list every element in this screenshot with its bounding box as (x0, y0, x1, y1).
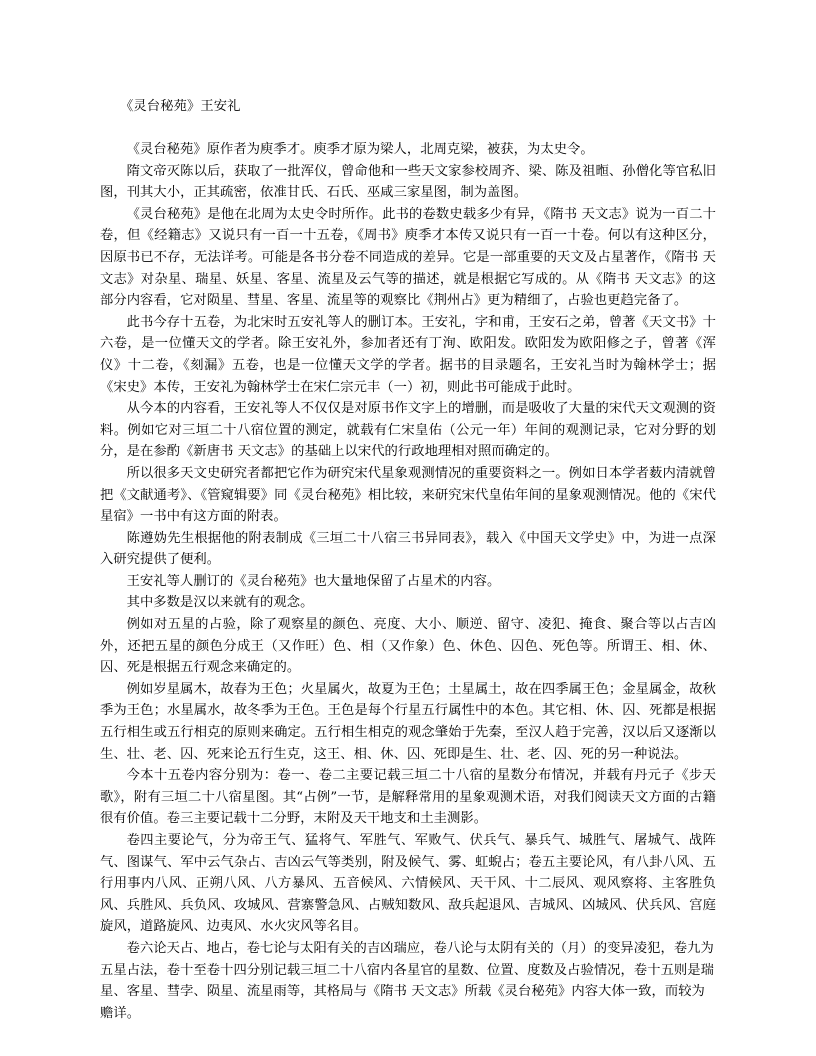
paragraph: 其中多数是汉以来就有的观念。 (126, 595, 314, 611)
paragraph: 隋文帝灭陈以后，获取了一批浑仪，曾命他和一些天文家参校周齐、梁、陈及祖暅、孙僧化等官私旧图，刊其大小，正其疏密，依准甘氏、石氏、巫咸三家星图，制为盖图。 (100, 163, 716, 201)
paragraph: 例如岁星属木，故春为王色；火星属火，故夏为王色；土星属土，故在四季属王色；金星属金，故秋季为王色；水星属水，故冬季为王色。王色是每个行星五行属性中的本色。其它相、休、囚、死都是根据五行相生或五行相克的原则来确定。五行相生相克的观念肇始于先秦，至汉人趋于完善，汉以后又逐渐以生、壮、老、囚、死来论五行生克，这王、相、休、囚、死即是生、壮、老、囚、死的另一种说法。 (100, 681, 716, 762)
paragraph: 例如对五星的占验，除了观察星的颜色、亮度、大小、顺逆、留守、凌犯、掩食、聚合等以占吉凶外，还把五星的颜色分成王（又作旺）色、相（又作象）色、休色、囚色、死色等。所谓王、相、休、囚、死是根据五行观念来确定的。 (100, 617, 716, 676)
page-title: 《灵台秘苑》王安礼 (120, 99, 241, 114)
paragraph: 所以很多天文史研究者都把它作为研究宋代星象观测情况的重要资料之一。例如日本学者薮内清就曾把《文献通考》、《管窥辑要》同《灵台秘苑》相比较，来研究宋代皇佑年间的星象观测情况。他的《宋代星宿》一书中有这方面的附表。 (100, 465, 716, 525)
document-body (100, 96, 716, 1024)
paragraph: 卷四主要论气，分为帝王气、猛将气、军胜气、军败气、伏兵气、暴兵气、城胜气、屠城气、战阵气、图谋气、军中云气杂占、吉凶云气等类别，附及候气、雾、虹蜺占；卷五主要论风，有八卦八风、五行用事内八风、正朔八风、八方暴风、五音候风、六情候风、天干风、十二辰风、观风察将、主客胜负风、兵胜风、兵负风、攻城风、营寨警急风、占贼知数风、敌兵起退风、吉城风、凶城风、伏兵风、宫庭旋风，道路旋风、边夷风、水火灾风等名目。 (100, 833, 716, 935)
paragraph: 《灵台秘苑》是他在北周为太史令时所作。此书的卷数史载多少有异，《隋书 天文志》说为一百二十卷，但《经籍志》又说只有一百一十五卷，《周书》庾季才本传又说只有一百一十卷。何以有这种区分，因原书已不存，无法详考。可能是各书分卷不同造成的差异。它是一部重要的天文及占星著作，《隋书 天文志》对杂星、瑞星、妖星、客星、流星及云气等的描述，就是根据它写成的。从《隋书 天文志》的这部分内容看，它对陨星、彗星、客星、流星等的观察比《荆州占》更为精细了，占验也更趋完备了。 (100, 206, 716, 309)
paragraph: 此书今存十五卷，为北宋时五安礼等人的删订本。王安礼，字和甫，王安石之弟，曾著《天文书》十六卷，是一位懂天文的学者。除王安礼外，参加者还有丁洵、欧阳发。欧阳发为欧阳修之子，曾著《浑仪》十二卷，《刻漏》五卷，也是一位懂天文学的学者。据书的目录题名，王安礼当时为翰林学士；据《宋史》本传，王安礼为翰林学士在宋仁宗元丰（一）初，则此书可能成于此时。 (100, 314, 716, 395)
paragraph: 王安礼等人删订的《灵台秘苑》也大量地保留了占星术的内容。 (126, 573, 501, 589)
title-spacer (100, 118, 716, 140)
paragraph: 《灵台秘苑》原作者为庾季才。庾季才原为梁人，北周克梁，被获，为太史令。 (126, 142, 594, 157)
paragraph: 卷六论天占、地占，卷七论与太阳有关的吉凶瑞应，卷八论与太阴有关的（月）的变异凌犯，卷九为五星占法，卷十至卷十四分别记载三垣二十八宿内各星官的星数、位置、度数及占验情况，卷十五则是瑞星、客星、彗孛、陨星、流星雨等，其格局与《隋书 天文志》所载《灵台秘苑》内容大体一致，而较为赡详。 (100, 940, 714, 1021)
paragraph: 陈遵妫先生根据他的附表制成《三垣二十八宿三书异同表》，载入《中国天文学史》中，为进一点深入研究提供了便利。 (100, 530, 716, 568)
paragraph: 从今本的内容看，王安礼等人不仅仅是对原书作文字上的增删，而是吸收了大量的宋代天文观测的资料。例如它对三垣二十八宿位置的测定，就载有仁宋皇佑（公元一年）年间的观测记录，它对分野的划分，是在参酌《新唐书 天文志》的基础上以宋代的行政地理相对照而确定的。 (100, 401, 716, 460)
paragraph: 今本十五卷内容分别为：卷一、卷二主要记载三垣二十八宿的星数分布情况，并载有丹元子《步天歌》，附有三垣二十八宿星图。其“占例”一节，是解释常用的星象观测术语，对我们阅读天文方面的古籍很有价值。卷三主要记载十二分野，末附及天干地支和土圭测影。 (100, 768, 716, 827)
